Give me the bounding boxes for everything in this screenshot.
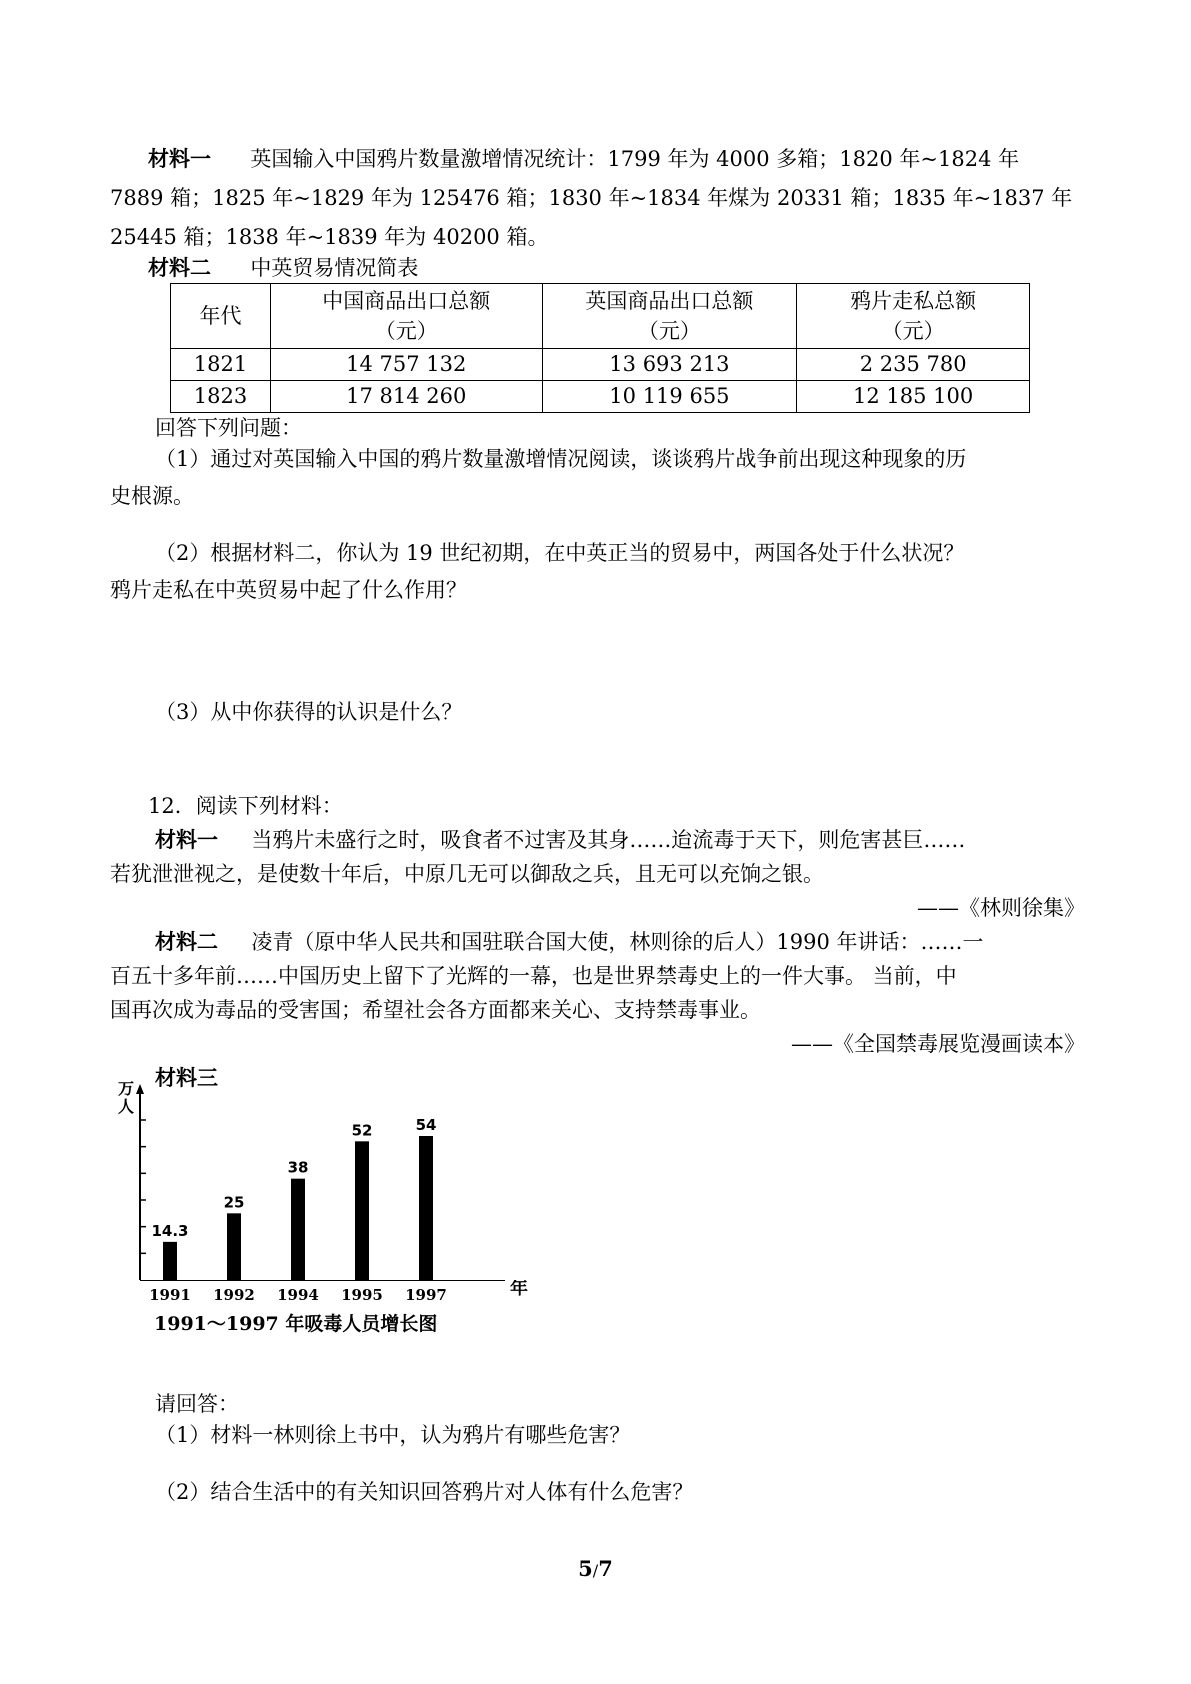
chart-bar: [355, 1141, 369, 1280]
question-1-text: （1）通过对英国输入中国的鸦片数量激增情况阅读，谈谈鸦片战争前出现这种现象的历: [155, 447, 967, 471]
material-text-line: 国再次成为毒品的受害国；希望社会各方面都来关心、支持禁毒事业。: [110, 998, 761, 1022]
table-header-cell: 中国商品出口总额 （元）: [270, 284, 542, 349]
bar-value-label: 52: [351, 1121, 373, 1140]
question-2-text: （2）根据材料二，你认为 19 世纪初期，在中英正当的贸易中，两国各处于什么状况？: [155, 541, 965, 565]
q12-material-1: [155, 825, 965, 855]
chart-bar: [163, 1242, 177, 1280]
q12-material-2: [155, 927, 984, 957]
answer-prompt: 请回答：: [155, 1392, 239, 1416]
table-caption: 中英贸易情况简表: [250, 256, 419, 280]
bar-value-label: 38: [287, 1158, 309, 1177]
question-12-heading: 12．阅读下列材料：: [148, 794, 343, 818]
table-cell: 14 757 132: [270, 349, 542, 381]
table-row: [171, 349, 1030, 381]
questions-prompt: 回答下列问题：: [155, 416, 302, 440]
table-cell: 13 693 213: [542, 349, 797, 381]
table-cell: 17 814 260: [270, 381, 542, 413]
table-header-cell: 年代: [171, 284, 271, 349]
material-label: 材料一: [155, 827, 218, 852]
table-cell: 12 185 100: [797, 381, 1030, 413]
table-header-row: [171, 284, 1030, 349]
material-label: 材料二: [155, 929, 218, 954]
y-axis-arrow: [136, 1084, 144, 1094]
material-label: 材料二: [148, 255, 211, 280]
bar-chart-svg: [110, 1080, 530, 1280]
material-text-line: 7889 箱；1825 年~1829 年为 125476 箱；1830 年~1834 年煤为 20331 箱；1835 年~1837 年: [110, 186, 1073, 210]
material-text: 英国输入中国鸦片数量激增情况统计：1799 年为 4000 多箱；1820 年~1824 年: [250, 147, 1020, 171]
question-2-text-cont: 鸦片走私在中英贸易中起了什么作用？: [110, 578, 467, 602]
table-cell: 2 235 780: [797, 349, 1030, 381]
x-axis-unit: 年: [510, 1280, 528, 1299]
table-cell: 10 119 655: [542, 381, 797, 413]
chart-bar: [227, 1213, 241, 1280]
x-tick-label: 1992: [213, 1286, 255, 1304]
x-tick-label: 1994: [277, 1286, 319, 1304]
x-tick-label: 1995: [341, 1286, 383, 1304]
material-text-line: 百五十多年前……中国历史上留下了光辉的一幕，也是世界禁毒史上的一件大事。 当前，中: [110, 964, 957, 988]
table-cell: 1821: [171, 349, 271, 381]
bar-value-label: 54: [415, 1116, 437, 1134]
chart-bar: [419, 1136, 433, 1280]
chart-title: 1991～1997 年吸毒人员增长图: [154, 1313, 438, 1335]
bar-value-label: 14.3: [151, 1221, 189, 1240]
x-tick-label: 1991: [149, 1286, 191, 1304]
chart-bar: [291, 1179, 305, 1280]
question-3-text: （3）从中你获得的认识是什么？: [155, 700, 463, 724]
q12-material-3-label: 材料三: [155, 1065, 218, 1090]
y-axis-label-2: 人: [118, 1097, 135, 1116]
source-citation: ——《全国禁毒展览漫画读本》: [791, 1032, 1085, 1056]
bar-value-label: 25: [223, 1193, 245, 1212]
material-text-line: 若犹泄泄视之，是使数十年后，中原几无可以御敌之兵，且无可以充饷之银。: [110, 862, 824, 886]
question-1-text: （1）材料一林则徐上书中，认为鸦片有哪些危害？: [155, 1423, 631, 1447]
material-text: 凌青（原中华人民共和国驻联合国大使，林则徐的后人）1990 年讲话：……一: [251, 930, 984, 954]
page-number: 5/7: [578, 1556, 613, 1581]
material-text-line: 25445 箱；1838 年~1839 年为 40200 箱。: [110, 225, 549, 249]
chart-axis-svg: [110, 1280, 550, 1340]
material-2-heading: [148, 253, 418, 283]
drug-users-chart: [110, 1080, 530, 1280]
question-1-text-cont: 史根源。: [110, 484, 194, 508]
y-axis-label: 万: [118, 1080, 135, 1098]
source-citation: ——《林则徐集》: [917, 896, 1085, 920]
question-2-text: （2）结合生活中的有关知识回答鸦片对人体有什么危害？: [155, 1480, 694, 1504]
x-tick-label: 1997: [405, 1286, 447, 1304]
material-text: 当鸦片未盛行之时，吸食者不过害及其身……迨流毒于天下，则危害甚巨……: [251, 828, 966, 852]
table-header-cell: 英国商品出口总额 （元）: [542, 284, 797, 349]
trade-table: [170, 283, 1030, 413]
table-cell: 1823: [171, 381, 271, 413]
material-1-paragraph: [148, 144, 1019, 174]
chart-lower: [110, 1280, 550, 1340]
table-header-cell: 鸦片走私总额 （元）: [797, 284, 1030, 349]
material-label: 材料一: [148, 146, 211, 171]
table-row: [171, 381, 1030, 413]
